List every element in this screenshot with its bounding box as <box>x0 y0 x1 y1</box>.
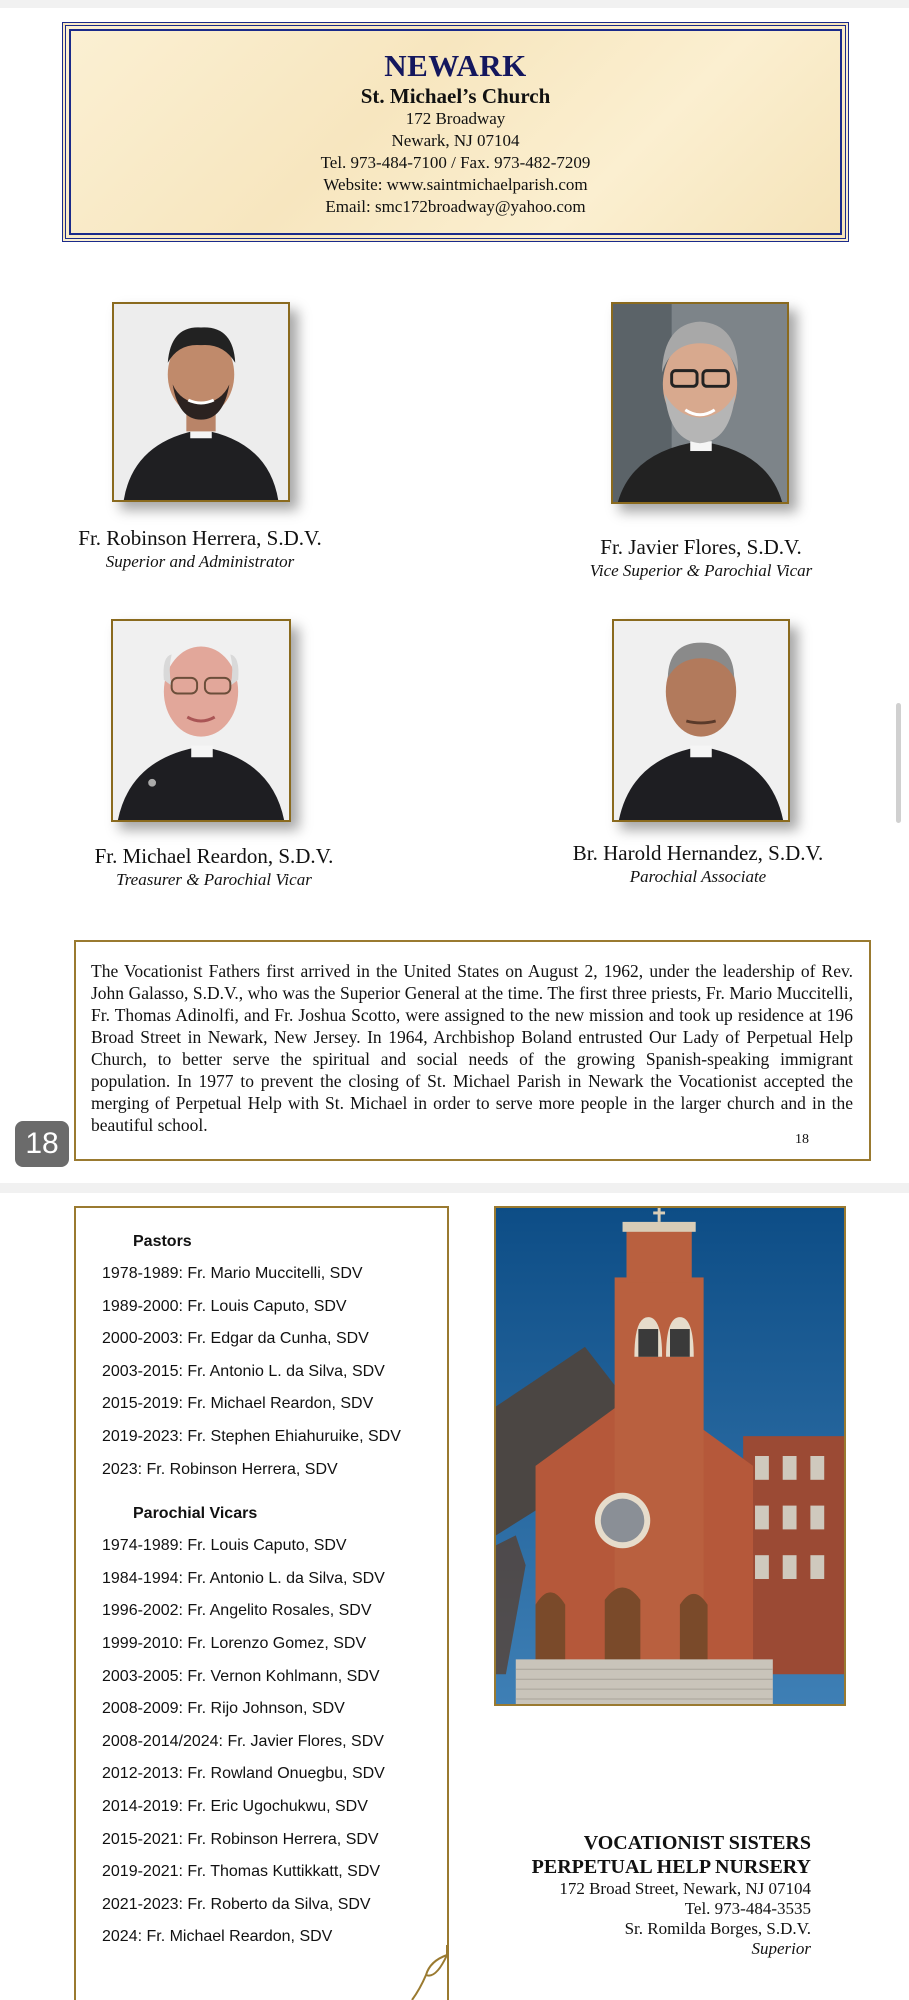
sisters-title-1: VOCATIONIST SISTERS <box>583 1832 811 1854</box>
scrollbar-thumb[interactable] <box>896 703 901 823</box>
clergy-name-4: Br. Harold Hernandez, S.D.V. <box>572 841 824 865</box>
portrait-robinson-herrera <box>112 302 290 502</box>
pastor-item: 1978-1989: Fr. Mario Muccitelli, SDV <box>102 1265 363 1282</box>
address-line-1: 172 Broadway <box>405 109 506 128</box>
vicar-item: 1996-2002: Fr. Angelito Rosales, SDV <box>102 1602 372 1620</box>
page-number: 18 <box>795 1132 809 1147</box>
page-curl-decoration <box>400 1945 452 2000</box>
vicar-item: 1999-2010: Fr. Lorenzo Gomez, SDV <box>102 1634 367 1652</box>
vocationist-sisters-block <box>532 1831 811 1959</box>
vicar-item: 2019-2021: Fr. Thomas Kuttikkatt, SDV <box>102 1863 381 1881</box>
parish-header <box>62 22 849 242</box>
website: Website: www.saintmichaelparish.com <box>323 175 588 194</box>
clergy-name-2: Fr. Javier Flores, S.D.V. <box>600 535 802 559</box>
pastor-item: 2019-2023: Fr. Stephen Ehiahuruike, SDV <box>102 1427 401 1445</box>
vicar-item: 2015-2021: Fr. Robinson Herrera, SDV <box>102 1830 379 1848</box>
church-photo <box>494 1206 846 1706</box>
pastor-item: 1989-2000: Fr. Louis Caputo, SDV <box>102 1297 347 1315</box>
portrait-michael-reardon <box>111 619 291 822</box>
church-name: St. Michael’s Church <box>360 84 551 108</box>
clergy-title-2: Vice Superior & Parochial Vicar <box>589 561 813 580</box>
page-badge: 18 <box>15 1121 69 1167</box>
page-18 <box>0 8 909 1183</box>
portrait-javier-flores <box>611 302 789 504</box>
vicar-item: 2024: Fr. Michael Reardon, SDV <box>102 1928 333 1946</box>
email: Email: smc172broadway@yahoo.com <box>325 197 586 216</box>
portrait-harold-hernandez <box>612 619 790 822</box>
pastor-item: 2023: Fr. Robinson Herrera, SDV <box>102 1460 338 1478</box>
vicar-item: 1984-1994: Fr. Antonio L. da Silva, SDV <box>102 1569 385 1587</box>
pastors-title: Pastors <box>133 1233 192 1250</box>
sisters-address: 172 Broad Street, Newark, NJ 07104 <box>559 1879 811 1898</box>
vicar-item: 2012-2013: Fr. Rowland Onuegbu, SDV <box>102 1765 385 1783</box>
clergy-history-list <box>74 1206 449 2000</box>
sisters-title-2: PERPETUAL HELP NURSERY <box>531 1856 811 1878</box>
clergy-title-4: Parochial Associate <box>629 867 767 886</box>
city-title: NEWARK <box>384 48 527 83</box>
sisters-superior-name: Sr. Romilda Borges, S.D.V. <box>624 1919 811 1938</box>
phone-fax: Tel. 973-484-7100 / Fax. 973-482-7209 <box>320 153 591 172</box>
pastor-item: 2003-2015: Fr. Antonio L. da Silva, SDV <box>102 1362 385 1380</box>
vicar-item: 2021-2023: Fr. Roberto da Silva, SDV <box>102 1895 371 1913</box>
vicar-item: 1974-1989: Fr. Louis Caputo, SDV <box>102 1537 347 1555</box>
pastor-item: 2015-2019: Fr. Michael Reardon, SDV <box>102 1395 374 1413</box>
address-line-2: Newark, NJ 07104 <box>391 131 520 150</box>
vicar-item: 2008-2009: Fr. Rijo Johnson, SDV <box>102 1700 345 1718</box>
clergy-name-1: Fr. Robinson Herrera, S.D.V. <box>78 526 322 550</box>
sisters-superior-title: Superior <box>751 1939 811 1958</box>
page-19 <box>0 1193 909 2000</box>
pastor-item: 2000-2003: Fr. Edgar da Cunha, SDV <box>102 1330 369 1348</box>
vicar-item: 2014-2019: Fr. Eric Ugochukwu, SDV <box>102 1797 368 1815</box>
clergy-name-3: Fr. Michael Reardon, S.D.V. <box>94 844 334 868</box>
vicars-title: Parochial Vicars <box>133 1505 258 1523</box>
clergy-title-1: Superior and Administrator <box>105 552 295 571</box>
sisters-phone: Tel. 973-484-3535 <box>684 1899 811 1918</box>
history-box <box>74 940 871 1161</box>
clergy-title-3: Treasurer & Parochial Vicar <box>116 870 312 889</box>
vicar-item: 2003-2005: Fr. Vernon Kohlmann, SDV <box>102 1667 380 1685</box>
history-text: The Vocationist Fathers first arrived in the United States on August 2, 1962, under the leadership of Rev. John Galasso, S.D.V., who was the Superior General at the time. The first three priests, Fr. Mario Muccitelli, Fr. Thomas Adinolfi, and Fr. Joshua Scotto, were assigned to the new mission and took up residence at 196 Broad Street in Newark, New Jersey. In 1964, Archbishop Boland entrusted Our Lady of Perpetual Help Church, to better serve the spiritual and social needs of the growing Spanish-speaking immigrant population. In 1977 to prevent the closing of St. Michael Parish in Newark the Vocationist accepted the merging of Perpetual Help with St. Michael in order to serve more people in the larger church and in the beautiful school. <box>91 961 853 1135</box>
vicar-item: 2008-2014/2024: Fr. Javier Flores, SDV <box>102 1732 384 1750</box>
